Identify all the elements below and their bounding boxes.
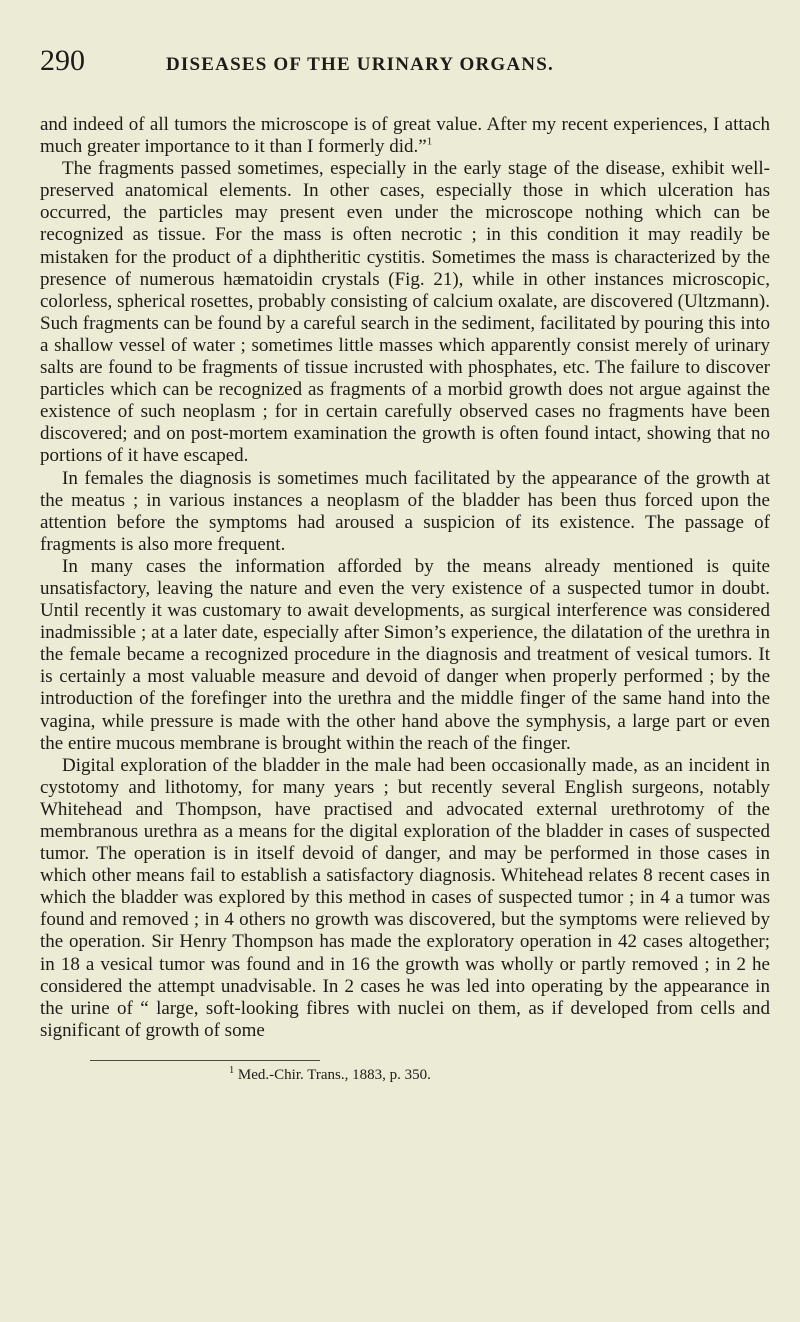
footnote	[40, 1064, 770, 1084]
paragraph-text: and indeed of all tumors the microscope is of great value. After my recent experiences, I attach much greater importance to it than I formerly did.”	[40, 114, 770, 158]
footnote-text: Med.-Chir. Trans., 1883, p. 350.	[237, 1066, 431, 1083]
footnote-mark: 1	[229, 1064, 235, 1076]
paragraph: The fragments passed sometimes, especially in the early stage of the disease, exhibit well-preserved anatomical elements. In other cases, especially those in which ulceration has occurred, the particles may present even under the microscope nothing which can be recognized as tissue. For the mass is often necrotic ; in this condition it may readily be mistaken for the product of a diphtheritic cystitis. Sometimes the mass is characterized by the presence of numerous hæmatoidin crystals (Fig. 21), while in other instances microscopic, colorless, spherical rosettes, probably consisting of calcium oxalate, are discovered (Ultzmann). Such fragments can be found by a careful search in the sediment, facilitated by pouring this into a shallow vessel of water ; sometimes little masses which apparently consist merely of urinary salts are found to be fragments of tissue incrusted with phosphates, etc. The failure to discover particles which can be recognized as fragments of a morbid growth does not argue against the existence of such neoplasm ; for in certain carefully observed cases no fragments have been discovered; and on post-mortem examination the growth is often found intact, showing that no portions of it have escaped.	[40, 158, 770, 467]
paragraph: Digital exploration of the bladder in the male had been occasionally made, as an incident in cystotomy and lithotomy, for many years ; but recently several English surgeons, notably Whitehead and Thompson, have practised and advocated external urethrotomy of the membranous urethra as a means for the digital exploration of the bladder in cases of suspected tumor. The operation is in itself devoid of danger, and may be performed in those cases in which other means fail to establish a satisfactory diagnosis. Whitehead relates 8 recent cases in which the bladder was explored by this method in cases of suspected tumor ; in 4 a tumor was found and removed ; in 4 others no growth was discovered, but the symptoms were relieved by the operation. Sir Henry Thompson has made the exploratory operation in 42 cases altogether; in 18 a vesical tumor was found and in 16 the growth was wholly or partly removed ; in 2 he considered the attempt unadvisable. In 2 cases he was led into operating by the appearance in the urine of “ large, soft-looking fibres with nuclei on them, as if developed from cells and significant of growth of some	[40, 754, 770, 1041]
book-page	[40, 44, 770, 1084]
paragraph: In females the diagnosis is sometimes much facilitated by the appearance of the growth at the meatus ; in various instances a neoplasm of the bladder has been thus forced upon the attention before the symptoms had aroused a suspicion of its existence. The passage of fragments is also more frequent.	[40, 467, 770, 555]
footnote-reference: 1	[426, 135, 433, 148]
paragraph: In many cases the information afforded by the means already mentioned is quite unsatisfactory, leaving the nature and even the very existence of a suspected tumor in doubt. Until recently it was customary to await developments, as surgical interference was considered inadmissible ; at a later date, especially after Simon’s experience, the dilatation of the urethra in the female became a recognized procedure in the diagnosis and treatment of vesical tumors. It is certainly a most valuable measure and devoid of danger when properly performed ; by the introduction of the forefinger into the urethra and the middle finger of the same hand into the vagina, while pressure is made with the other hand above the symphysis, a large part or even the entire mucous membrane is brought within the reach of the finger.	[40, 555, 770, 754]
running-title: DISEASES OF THE URINARY ORGANS.	[166, 54, 554, 75]
page-number: 290	[40, 44, 85, 77]
paragraph-continuation	[40, 114, 770, 158]
body-text	[40, 114, 770, 1042]
footnote-divider	[90, 1060, 320, 1061]
running-head	[40, 44, 770, 82]
